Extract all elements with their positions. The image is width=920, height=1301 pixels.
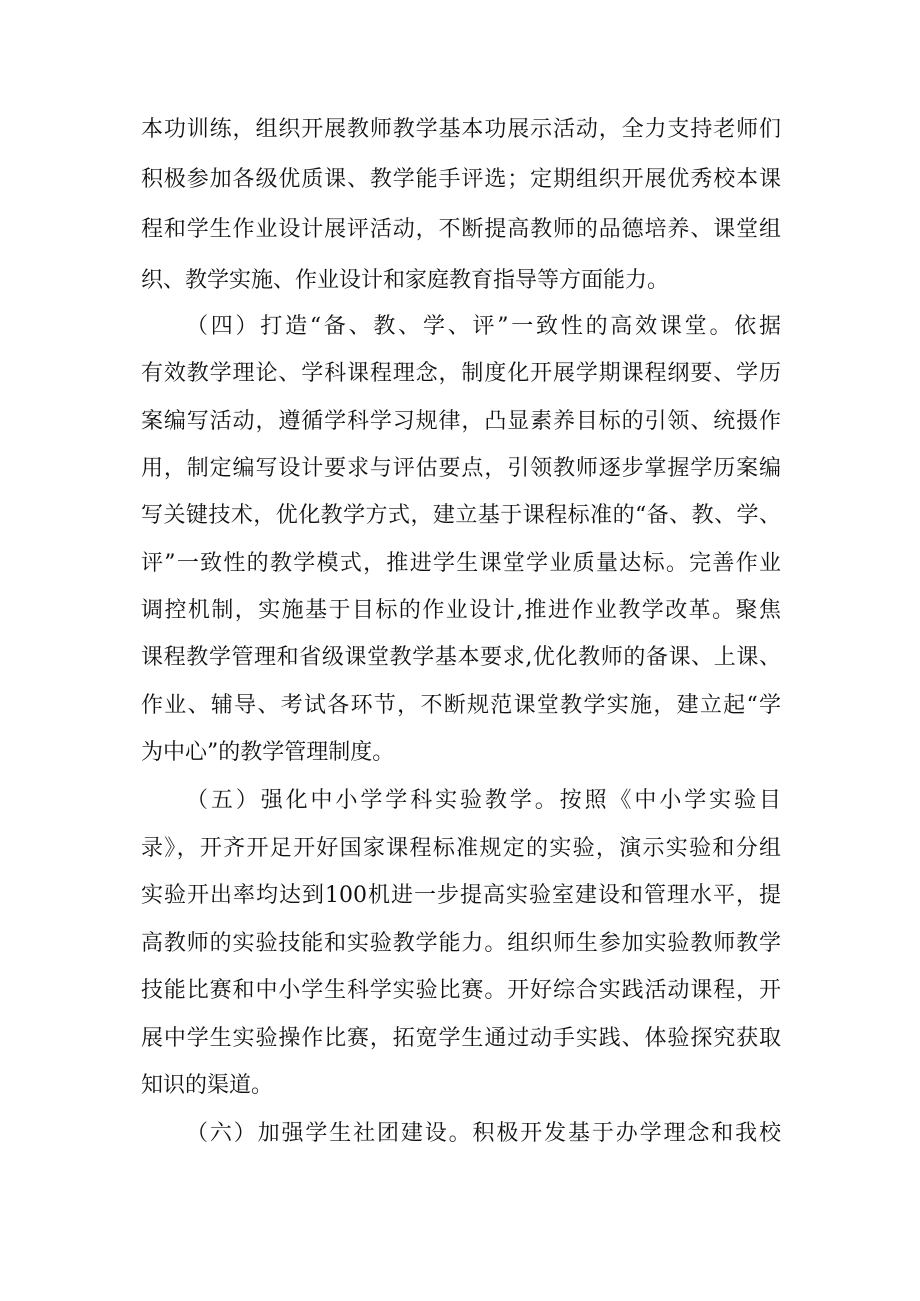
text-line: 案编写活动，遵循学科学习规律，凸显素养目标的引领、统摄作 [141, 409, 781, 434]
text-line: 为中心”的教学管理制度。 [141, 740, 395, 765]
text-line: （五）强化中小学学科实验教学。按照《中小学实验目 [186, 788, 781, 813]
text-line: 用，制定编写设计要求与评估要点，引领教师逐步掌握学历案编 [141, 456, 781, 481]
text-line: （六）加强学生社团建设。积极开发基于办学理念和我校 [186, 1121, 781, 1146]
text-line: 作业、辅导、考试各环节，不断规范课堂教学实施，建立起“学 [141, 693, 781, 718]
text-line: 积极参加各级优质课、教学能手评选；定期组织开展优秀校本课 [141, 167, 781, 192]
text-line: 织、教学实施、作业设计和家庭教育指导等方面能力。 [141, 268, 670, 293]
text-line: 课程教学管理和省级课堂教学基本要求,优化教师的备课、上课、 [141, 645, 781, 670]
text-line: 录》，开齐开足开好国家课程标准规定的实验，演示实验和分组 [141, 836, 781, 861]
text-line: 高教师的实验技能和实验教学能力。组织师生参加实验教师教学 [141, 931, 781, 956]
text-line: 程和学生作业设计展评活动，不断提高教师的品德培养、课堂组 [141, 217, 781, 242]
text-line: 写关键技术，优化教学方式，建立基于课程标准的“备、教、学、 [141, 503, 781, 528]
text-line: 展中学生实验操作比赛，拓宽学生通过动手实践、体验探究获取 [141, 1026, 781, 1051]
text-line: 调控机制，实施基于目标的作业设计,推进作业教学改革。聚焦 [141, 598, 781, 623]
text-line: 有效教学理论、学科课程理念，制度化开展学期课程纲要、学历 [141, 361, 781, 386]
text-line: 技能比赛和中小学生科学实验比赛。开好综合实践活动课程，开 [141, 978, 781, 1003]
text-line: 知识的渠道。 [141, 1073, 274, 1098]
text-line: （四）打造“备、教、学、评”一致性的高效课堂。依据 [186, 314, 781, 339]
text-line: 评”一致性的教学模式，推进学生课堂学业质量达标。完善作业 [141, 551, 781, 576]
text-line: 本功训练，组织开展教师教学基本功展示活动，全力支持老师们 [141, 117, 781, 142]
text-line: 实验开出率均达到100机进一步提高实验室建设和管理水平，提 [141, 883, 781, 908]
